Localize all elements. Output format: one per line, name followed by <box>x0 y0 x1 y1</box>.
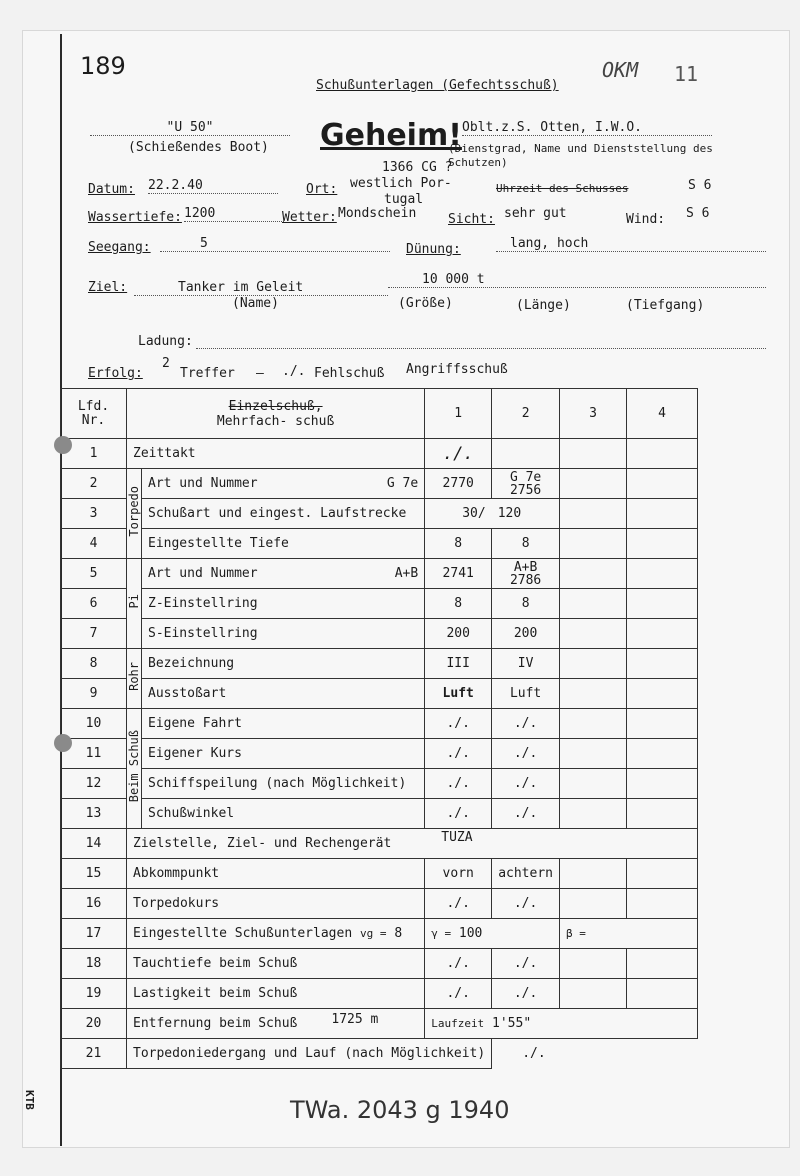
wassertiefe-label: Wassertiefe: <box>88 210 182 225</box>
row-number: 20 <box>61 1009 127 1039</box>
value-col-4 <box>627 529 698 559</box>
value-col-1: ./. <box>425 709 492 739</box>
erfolg-hits: 2 <box>162 356 170 371</box>
ort-label: Ort: <box>306 182 338 197</box>
row-label: Torpedoniedergang und Lauf (nach Möglichkeit) <box>127 1039 492 1069</box>
value-col-3 <box>560 709 627 739</box>
row-number: 8 <box>61 649 127 679</box>
seegang-value: 5 <box>160 236 390 252</box>
value-col-2: achtern <box>492 859 560 889</box>
value-col-1: ./. <box>425 439 492 469</box>
table-row <box>61 589 698 619</box>
table-row <box>61 439 698 469</box>
row-number: 10 <box>61 709 127 739</box>
value-col-4 <box>627 619 698 649</box>
row-label-cell <box>127 829 698 859</box>
ziel-draft-label: (Tiefgang) <box>626 298 705 313</box>
table-row <box>61 1009 698 1039</box>
row-number: 21 <box>61 1039 127 1069</box>
value-col-3 <box>560 619 627 649</box>
row-number: 19 <box>61 979 127 1009</box>
row-label: Art und Nummer <box>148 566 258 581</box>
row-label: Z-Einstellring <box>142 589 425 619</box>
value-col-2: 8 <box>492 529 560 559</box>
row-label: Eigene Fahrt <box>142 709 425 739</box>
value-col-2: IV <box>492 649 560 679</box>
value-col-4 <box>627 649 698 679</box>
value-col-2: 8 <box>492 589 560 619</box>
value-col-2: ./. <box>492 739 560 769</box>
table-row <box>61 829 698 859</box>
table-row <box>61 619 698 649</box>
value-col-3 <box>560 859 627 889</box>
boat-label: (Schießendes Boot) <box>128 140 269 155</box>
row-number: 4 <box>61 529 127 559</box>
boat-value: "U 50" <box>90 120 290 136</box>
ziel-value: Tanker im Geleit <box>134 280 388 296</box>
value-col-2: ./. <box>492 799 560 829</box>
ort-value-line2: tugal <box>384 192 424 207</box>
group-beim-schuss-label: Beim Schuß <box>127 730 141 803</box>
value-col-1: Luft <box>425 679 492 709</box>
gamma-label: γ = <box>431 927 452 940</box>
seegang-label: Seegang: <box>88 240 151 255</box>
value-col-4 <box>627 889 698 919</box>
table-row <box>61 919 698 949</box>
value-col-4 <box>627 439 698 469</box>
form-title: Schußunterlagen (Gefechtsschuß) <box>316 78 559 93</box>
corner-number: 11 <box>674 62 699 86</box>
value-col-3 <box>560 469 627 499</box>
firing-data-table <box>60 388 698 1069</box>
value-col-1: 2770 <box>425 469 492 499</box>
beta-cell <box>560 919 698 949</box>
row-number: 15 <box>61 859 127 889</box>
value-col-3 <box>560 649 627 679</box>
value-col-3 <box>560 739 627 769</box>
wetter-value: Mondschein <box>338 206 417 221</box>
row-number: 3 <box>61 499 127 529</box>
row-label: Entfernung beim Schuß <box>133 1016 298 1031</box>
row-label: Eingestellte Tiefe <box>142 529 425 559</box>
row-number: 6 <box>61 589 127 619</box>
value-col-4 <box>627 979 698 1009</box>
erfolg-treffer: Treffer <box>180 366 235 381</box>
row-number: 9 <box>61 679 127 709</box>
row-number: 14 <box>61 829 127 859</box>
table-row <box>61 799 698 829</box>
value-col-3 <box>560 589 627 619</box>
row-label: S-Einstellring <box>142 619 425 649</box>
wetter-label: Wetter: <box>282 210 337 225</box>
group-pi-label: Pi <box>127 594 141 609</box>
group-pi <box>127 559 142 649</box>
value-col-3 <box>560 949 627 979</box>
value-col-1: 200 <box>425 619 492 649</box>
value-col-3 <box>560 799 627 829</box>
group-rohr <box>127 649 142 709</box>
row-label: Bezeichnung <box>142 649 425 679</box>
ziel-size-label: (Größe) <box>398 296 453 311</box>
value-col-2: ./. <box>492 979 560 1009</box>
value-col-2: 120 <box>492 499 560 529</box>
row-label: Tauchtiefe beim Schuß <box>127 949 425 979</box>
value-col-1: 8 <box>425 589 492 619</box>
row-extra: G 7e <box>386 476 419 491</box>
gamma-cell <box>425 919 560 949</box>
value-col-3 <box>560 439 627 469</box>
value-col-2: ./. <box>492 889 560 919</box>
wassertiefe-value: 1200 <box>184 206 284 222</box>
value-col-2: 200 <box>492 619 560 649</box>
row-number: 17 <box>61 919 127 949</box>
punch-hole-bottom <box>54 734 72 752</box>
value-col-4 <box>627 469 698 499</box>
row-number: 12 <box>61 769 127 799</box>
duenung-value: lang, hoch <box>496 236 766 252</box>
laufzeit-label: Laufzeit <box>431 1017 485 1030</box>
row-label: Schiffspeilung (nach Möglichkeit) <box>142 769 425 799</box>
ziel-size: 10 000 t <box>388 272 766 288</box>
value-col-1: ./. <box>425 949 492 979</box>
page-number: 189 <box>80 52 126 80</box>
erfolg-fehlschuss: Fehlschuß <box>314 366 385 381</box>
row-extra: A+B <box>394 566 419 581</box>
value-col-3 <box>560 679 627 709</box>
value-col-3 <box>560 499 627 529</box>
uhrzeit-label: Uhrzeit des Schusses <box>496 182 629 195</box>
table-row <box>61 949 698 979</box>
row-number: 11 <box>61 739 127 769</box>
row-number: 16 <box>61 889 127 919</box>
header-type-cell <box>127 389 425 439</box>
value-col-1: 8 <box>425 529 492 559</box>
table-row <box>61 499 698 529</box>
header-struck: Einzelschuß, <box>228 398 323 414</box>
sicht-label: Sicht: <box>448 212 495 227</box>
gamma-value: 100 <box>458 926 483 941</box>
datum-label: Datum: <box>88 182 135 197</box>
uhrzeit-value: S 6 <box>688 178 712 193</box>
secret-stamp: Geheim! <box>320 118 462 153</box>
value-col-4 <box>627 769 698 799</box>
value-col-1: ./. <box>425 799 492 829</box>
table-row <box>61 739 698 769</box>
vg-value: 8 <box>394 926 403 941</box>
group-torpedo <box>127 469 142 559</box>
grid-square: 1366 CG ? <box>382 160 453 175</box>
ladung-line <box>196 334 766 349</box>
value-col-4 <box>627 799 698 829</box>
group-rohr-label: Rohr <box>127 662 141 691</box>
table-row <box>61 769 698 799</box>
value-col-1: ./. <box>425 769 492 799</box>
sicht-value: sehr gut <box>504 206 567 221</box>
datum-value: 22.2.40 <box>148 178 278 194</box>
value-col-2: ./. <box>492 709 560 739</box>
row-label: Eigener Kurs <box>142 739 425 769</box>
duenung-label: Dünung: <box>406 242 461 257</box>
row-label: Torpedokurs <box>127 889 425 919</box>
ort-value-line1: westlich Por- <box>350 176 452 191</box>
value-col-2: ./. <box>492 949 560 979</box>
laufzeit-value: 1'55" <box>492 1016 532 1031</box>
laufzeit-cell <box>425 1009 698 1039</box>
header-col-3: 3 <box>560 389 627 439</box>
shooter-label: (Dienstgrad, Name und Dienststellung des Schutzen) <box>448 142 713 169</box>
group-torpedo-label: Torpedo <box>127 486 141 537</box>
value-col-2: ./. <box>492 769 560 799</box>
erfolg-label: Erfolg: <box>88 366 143 381</box>
value-col-2 <box>492 439 560 469</box>
header-no: Lfd. Nr. <box>61 389 127 439</box>
ziel-name-label: (Name) <box>232 296 279 311</box>
row-label: Art und Nummer <box>148 476 258 491</box>
value-col-4 <box>627 709 698 739</box>
value-col-1: ./. <box>425 739 492 769</box>
table-row <box>61 679 698 709</box>
value-col-3 <box>560 559 627 589</box>
value-col-1: 2741 <box>425 559 492 589</box>
vg-label: vg = <box>359 927 387 940</box>
table-row <box>61 889 698 919</box>
row-number: 1 <box>61 439 127 469</box>
row-label-cell <box>127 919 425 949</box>
row-label-cell <box>142 559 425 589</box>
value-col-4 <box>627 739 698 769</box>
wind-label: Wind: <box>626 212 666 227</box>
value-col-1: vorn <box>425 859 492 889</box>
value-col-2: G 7e 2756 <box>492 469 560 499</box>
value-col-1: ./. <box>492 1039 698 1069</box>
header-col-4: 4 <box>627 389 698 439</box>
row-extra: TUZA <box>441 830 473 845</box>
ladung-label: Ladung: <box>138 334 193 349</box>
value-col-4 <box>627 949 698 979</box>
table-row <box>61 1039 698 1069</box>
beta-label: β = <box>566 927 586 940</box>
value-col-4 <box>627 499 698 529</box>
table-row <box>61 469 698 499</box>
value-col-4 <box>627 589 698 619</box>
row-label-cell <box>142 469 425 499</box>
shooter-value: Oblt.z.S. Otten, I.W.O. <box>462 120 712 136</box>
value-col-1: ./. <box>425 979 492 1009</box>
value-col-1: ./. <box>425 889 492 919</box>
row-label: Ausstoßart <box>142 679 425 709</box>
value-col-1: 30/ <box>425 499 492 529</box>
row-number: 5 <box>61 559 127 589</box>
value-col-4 <box>627 559 698 589</box>
row-label: Zielstelle, Ziel- und Rechengerät <box>133 836 392 851</box>
row-label: Schußart und eingest. Laufstrecke <box>142 499 425 529</box>
header-col-1: 1 <box>425 389 492 439</box>
row-label-cell <box>127 1009 425 1039</box>
header-col-2: 2 <box>492 389 560 439</box>
side-mark: KTB <box>23 1090 36 1110</box>
value-col-3 <box>560 769 627 799</box>
punch-hole-top <box>54 436 72 454</box>
value-col-3 <box>560 889 627 919</box>
table-row <box>61 559 698 589</box>
row-label: Abkommpunkt <box>127 859 425 889</box>
table-row <box>61 979 698 1009</box>
row-number: 7 <box>61 619 127 649</box>
row-number: 18 <box>61 949 127 979</box>
archive-stamp: TWa. 2043 g 1940 <box>290 1096 510 1124</box>
row-number: 13 <box>61 799 127 829</box>
value-col-2: Luft <box>492 679 560 709</box>
header-type: Mehrfach- schuß <box>216 413 335 429</box>
row-label: Eingestellte Schußunterlagen <box>133 926 353 941</box>
value-col-4 <box>627 859 698 889</box>
table-row <box>61 649 698 679</box>
row-label: Zeittakt <box>127 439 425 469</box>
table-row <box>61 709 698 739</box>
ziel-label: Ziel: <box>88 280 128 295</box>
row-label: Lastigkeit beim Schuß <box>127 979 425 1009</box>
row-label: Schußwinkel <box>142 799 425 829</box>
row-number: 2 <box>61 469 127 499</box>
erfolg-type: Angriffsschuß <box>406 362 508 377</box>
row-extra: 1725 m <box>331 1012 379 1027</box>
group-beim-schuss <box>127 709 142 829</box>
table-row <box>61 529 698 559</box>
table-header-row <box>61 389 698 439</box>
value-col-3 <box>560 529 627 559</box>
value-col-3 <box>560 979 627 1009</box>
wind-value: S 6 <box>686 206 710 221</box>
value-col-4 <box>627 679 698 709</box>
value-col-2: A+B 2786 <box>492 559 560 589</box>
table-row <box>61 859 698 889</box>
corner-mark: OKM <box>602 58 639 82</box>
ziel-length-label: (Länge) <box>516 298 571 313</box>
value-col-1: III <box>425 649 492 679</box>
erfolg-dash: – <box>256 366 264 381</box>
erfolg-misses: ./. <box>282 364 306 379</box>
